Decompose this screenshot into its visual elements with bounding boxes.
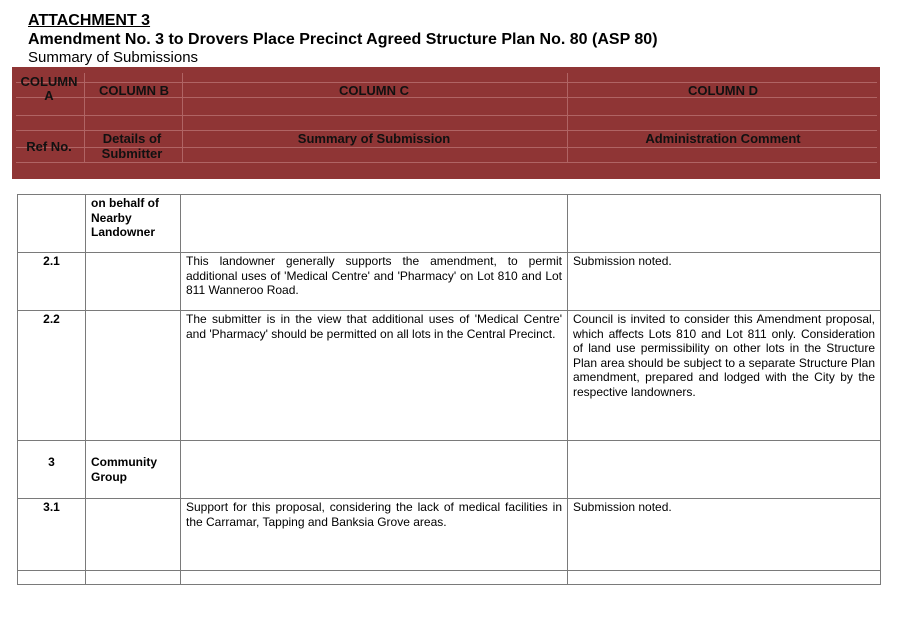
summary-cell: The submitter is in the view that additional uses of 'Medical Centre' and 'Pharmacy' should be permitted on all lots in the Central Precinct. xyxy=(181,311,568,441)
comment-cell: Submission noted. xyxy=(568,253,881,311)
summary-cell xyxy=(181,195,568,253)
ref-cell: 3.1 xyxy=(18,499,86,571)
comment-cell: Council is invited to consider this Amendment proposal, which affects Lots 810 and Lot 811 only. Consideration of land use permissibility on other lots in the Structure Plan area should be subject to a separate Structure Plan amendment, prepared and lodged with the City by the respective landowners. xyxy=(568,311,881,441)
column-c-header: COLUMN C xyxy=(338,83,410,98)
document-header xyxy=(28,12,658,67)
summary-cell xyxy=(181,441,568,499)
comment-cell xyxy=(568,571,881,585)
ref-cell: 2.1 xyxy=(18,253,86,311)
attachment-label: ATTACHMENT 3 xyxy=(28,12,151,29)
ref-cell: 3 xyxy=(18,441,86,499)
submitter-details-header: Details of Submitter xyxy=(101,131,163,161)
table-row xyxy=(18,195,881,253)
ref-no-header: Ref No. xyxy=(26,139,72,154)
document-title: Amendment No. 3 to Drovers Place Precinct Agreed Structure Plan No. 80 (ASP 80) xyxy=(28,31,658,48)
comment-cell: Submission noted. xyxy=(568,499,881,571)
summary-cell: Support for this proposal, considering the lack of medical facilities in the Carramar, Tapping and Banksia Grove areas. xyxy=(181,499,568,571)
ref-cell xyxy=(18,195,86,253)
submitter-cell xyxy=(86,311,181,441)
summary-cell: This landowner generally supports the amendment, to permit additional uses of 'Medical Centre' and 'Pharmacy' on Lot 810 and Lot 811 Wanneroo Road. xyxy=(181,253,568,311)
document-subtitle: Summary of Submissions xyxy=(28,49,199,66)
submitter-cell xyxy=(86,499,181,571)
ref-cell xyxy=(18,571,86,585)
summary-cell xyxy=(181,571,568,585)
column-d-header: COLUMN D xyxy=(687,83,759,98)
table-row xyxy=(18,441,881,499)
column-a-header: COLUMN A xyxy=(20,74,78,103)
comment-cell xyxy=(568,441,881,499)
ref-cell: 2.2 xyxy=(18,311,86,441)
submission-summary-header: Summary of Submission xyxy=(297,131,451,146)
comment-cell xyxy=(568,195,881,253)
column-b-header: COLUMN B xyxy=(98,83,170,98)
administration-comment-header: Administration Comment xyxy=(645,131,801,146)
column-header-band xyxy=(12,67,880,179)
table-row xyxy=(18,499,881,571)
table-row xyxy=(18,571,881,585)
submissions-table xyxy=(17,194,881,585)
submitter-cell xyxy=(86,253,181,311)
table-row xyxy=(18,253,881,311)
submitter-cell: Community Group xyxy=(86,441,181,499)
submitter-cell xyxy=(86,571,181,585)
table-row xyxy=(18,311,881,441)
submitter-cell: on behalf of Nearby Landowner xyxy=(86,195,181,253)
